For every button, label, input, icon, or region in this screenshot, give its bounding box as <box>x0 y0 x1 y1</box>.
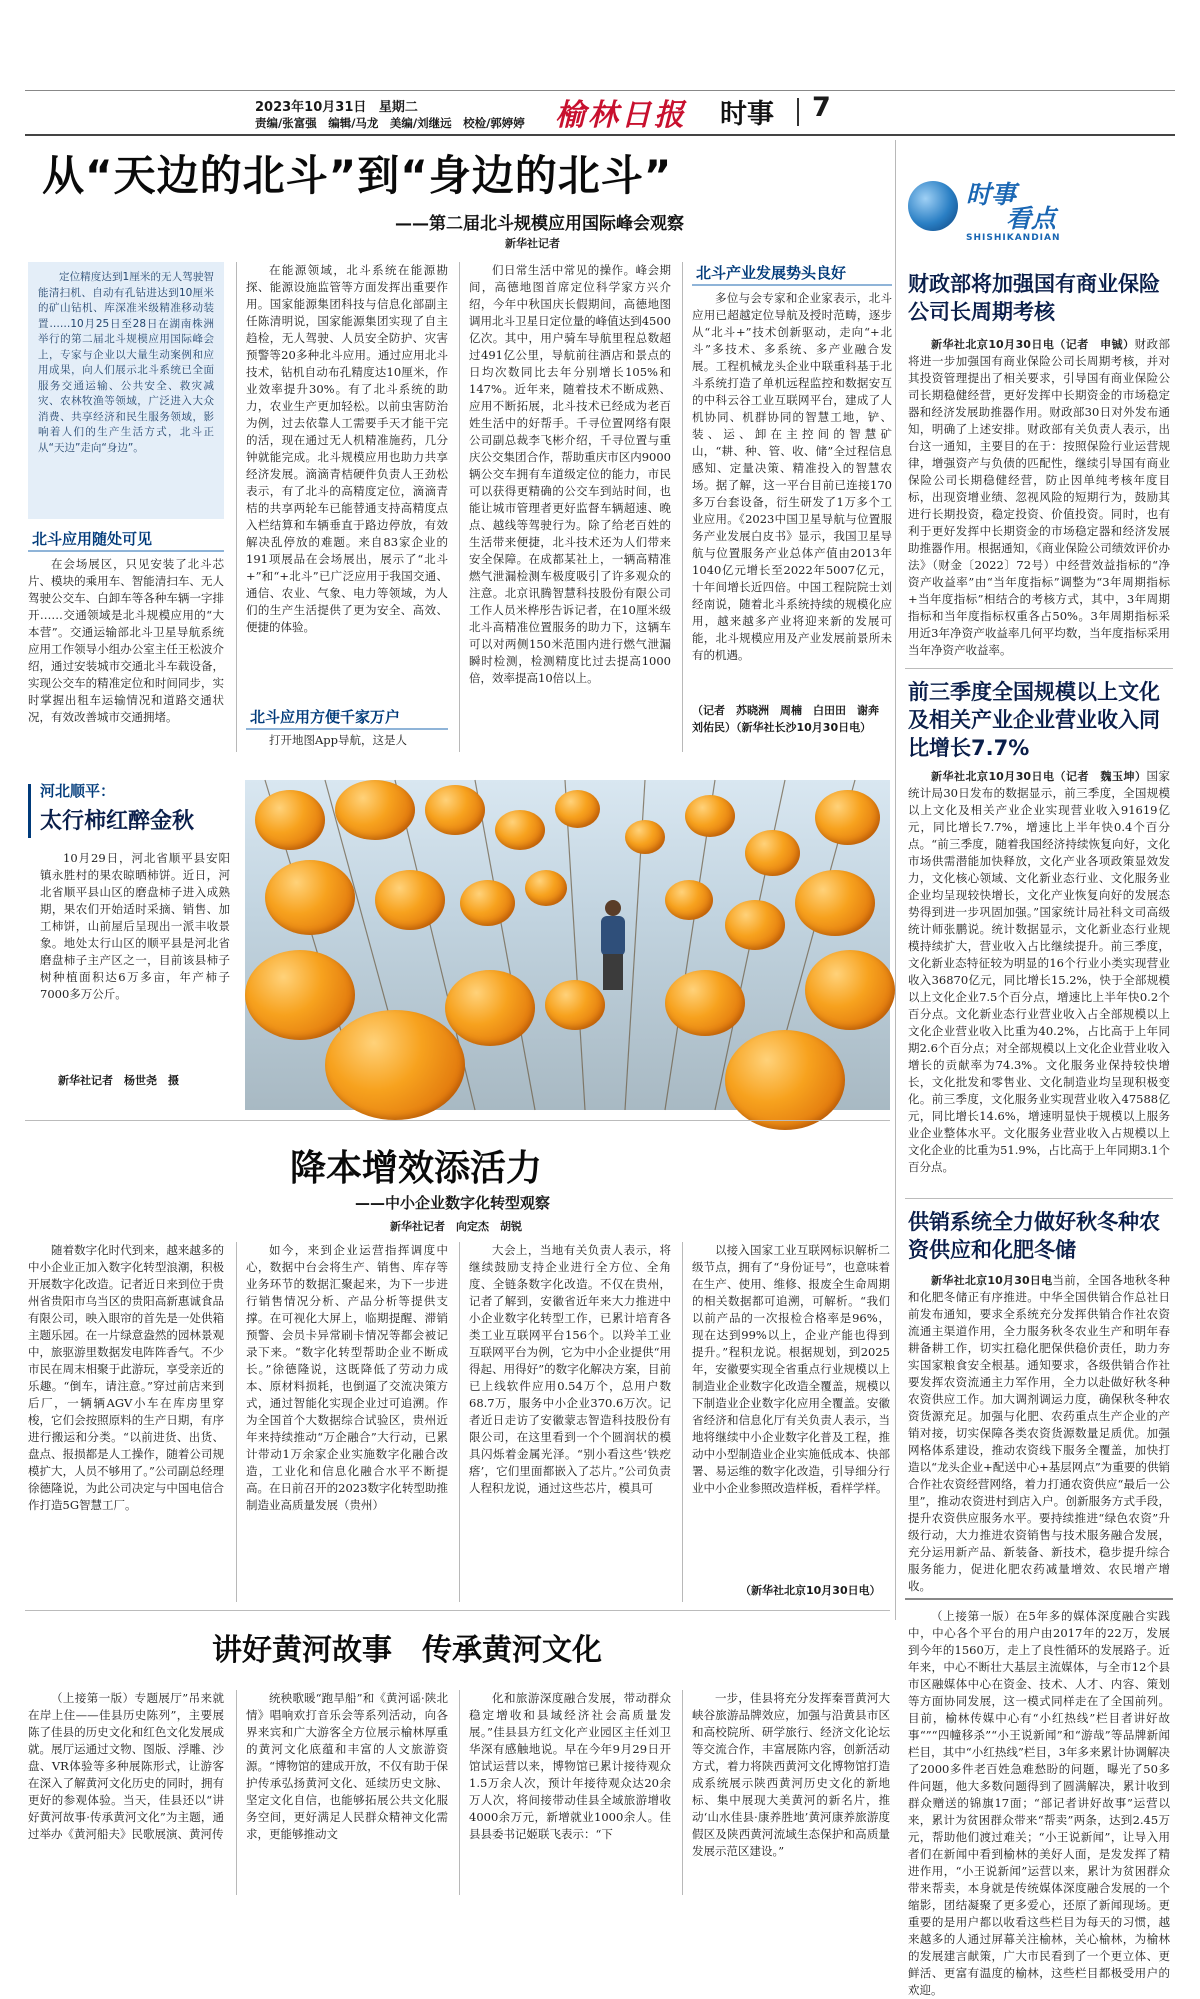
col2-text: 在能源领域，北斗系统在能源勘探、能源设施监管等方面发挥出重要作用。国家能源集团科技与信息化部副主任陈清明说，国家能源集团实现了自主趋检，无人驾驶、人员安全防护、灾害预警等20多种北斗应用。通过应用北斗技术，钻机自动布孔精度达10厘米，作业效率提升30%。有了北斗系统的助力，农业生产更加轻松。以前虫害防治为例，过去依靠人工需要手天才能干完的活，现在通过无人机精准施药，几分钟就能完成。北斗规模应用也助力共享经济发展。滴滴青桔硬件负责人王劲松表示，有了北斗的高精度定位，滴滴青桔的共享两轮车已能替通支持高精度点入栏结算和车辆垂直于路边停放，有效解决乱停放的难题。来自83家企业的191项展品在会场展出，展示了“北斗+”和“+北斗”已广泛应用于我国交通、通信、农业、气象、电力等领域，为人们的生产生活提供了更为安全、高效、便捷的体验。 <box>246 263 448 634</box>
section-name: 时事 <box>720 99 774 130</box>
news1-title: 财政部将加强国有商业保险公司长周期考核 <box>908 272 1160 324</box>
second-col4: 以接入国家工业互联网标识解析二级节点，拥有了“身份证号”，也意味着在生产、使用、维修、报废全生命周期的相关数据都可追溯，可解析。“我们以前产品的一次报检合格率是96%，现在达到99%以上，企业产能也得到提升。”程积龙说。根据规划，到2025年，安徽要实现全省重点行业规模以上制造业企业数字化改造全覆盖，规模以下制造业企业数字化应用全覆盖。安徽省经济和信息化厅有关负责人表示，当地将继续中小企业数字化普及工程，推动中小型制造业企业实施低成本、快部署、易运维的数字化改造，引导细分行业中小企业参照改造样板，看样学样。 <box>692 1243 890 1495</box>
persimmon <box>625 820 665 854</box>
page-number: 7 <box>812 92 831 123</box>
main-byline: 新华社记者 <box>505 237 560 250</box>
persimmon <box>665 970 745 1036</box>
news1-text: 财政部将进一步加强国有商业保险公司长周期考核，并对其投资管理提出了相关要求，引导国有商业保险公司长期稳健经营，更好发挥中长期资金的市场稳定器和经济发展助推器作用。财政部30日对外发布通知，明确了上述安排。财政部有关负责人表示，出台这一通知，主要目的在于：按照保险行业运营规律，增强资产与负债的匹配性，继续引导国有商业保险公司长期稳健经营，防止因单纯考核年度目标，出现资增业绩、忽视风险的短期行为，鼓励其进行长期投资，稳定投资、价值投资。同时，也有利于更好发挥中长期资金的市场稳定器和经济发展助推器作用。根据通知，《商业保险公司绩效评价办法》（财金〔2022〕72号）中经营效益指标的“净资产收益率”由“当年度指标”调整为“3年周期指标+当年度指标”相结合的考核方式，其中，3年周期指标和当年度指标权重各占50%。3年周期指标采用近3年净资产收益率几何平均数，当年度指标采用当年净资产收益率。 <box>908 337 1170 657</box>
second-col3: 大会上，当地有关负责人表示，将继续鼓励支持企业进行全方位、全角度、全链条数字化改造。不仅在贵州，记者了解到，安徽省近年来大力推进中小企业数字化转型工作，已累计培育各类工业互联网平台156个。以羚羊工业互联网平台为例，它为中小企业提供“用得起、用得好”的数字化解决方案，目前已上线软件应用0.54万个，总用户数68.7万，服务中小企业370.6万次。记者近日走访了安徽蒙志智造科技股份有限公司，在这里看到一个个圆润状的模具闪烁着金属光泽。“别小看这些‘铁疙瘩’，它们里面都嵌入了芯片。”公司负责人程积龙说，通过这些芯片，模具可 <box>469 1243 671 1495</box>
logo-en: SHISHIKANDIAN <box>966 233 1061 243</box>
paper-logo: 榆林日报 <box>555 98 687 133</box>
section-divider <box>797 98 799 126</box>
lead-box <box>28 262 224 519</box>
persimmon-photo <box>245 780 890 1110</box>
persimmon <box>745 830 800 876</box>
farmer-figure <box>597 900 627 990</box>
col2b-text: 打开地图App导航，这是人 <box>269 733 408 747</box>
logo-text-2: 看点 <box>1006 204 1057 233</box>
persimmon <box>445 970 535 1046</box>
news2-text: 国家统计局30日发布的数据显示，前三季度，全国规模以上文化及相关产业企业实现营业收入91619亿元，同比增长7.7%，增速比上半年快0.4个百分点。“前三季度，随着我国经济持续恢复向好，文化市场供需潜能加快释放，文化产业各项政策显效发力，文化核心领域、文化新业态行业、文化服务业企业均呈现较快增长，文化产业恢复向好的发展态势得到进一步巩固加强。”国家统计局社科文司高级统计师张鹏说。统计数据显示，文化新业态行业规模持续扩大，营业收入占比继续提升。前三季度，文化新业态特征较为明显的16个行业小类实现营业收入36870亿元，同比增长15.2%，快于全部规模以上文化企业7.5个百分点，增速比上半年快0.2个百分点。文化新业态行业营业收入占全部规模以上文化企业营业收入比重为40.2%，占比高于上年同期2.6个百分点；对全部规模以上文化企业营业收入增长的贡献率为74.3%。文化服务业保持较快增长，文化批发和零售业、文化制造业均呈现积极变化。前三季度，文化服务业实现营业收入47588亿元，同比增长14.6%，增速明显快于规模以上服务业企业整体水平。文化服务业营业收入占规模以上文化企业的比重为51.9%，占比高于上年同期3.1个百分点。 <box>908 769 1170 1174</box>
news2-body <box>908 768 1170 1188</box>
sidebar-logo <box>908 175 1168 250</box>
col1-text: 在会场展区，只见安装了北斗芯片、模块的乘用车、智能清扫车、无人驾驶公交车、白卸车等各种车辆一字排开……交通领域是北斗规模应用的“大本营”。交通运输部北斗卫星导航系统应用工作领导小组办公室主任王松波介绍，通过安装城市交通北斗车载设备，实现公交车的精准定位和时间同步，实时掌握出租车运输情况和道路交通状况，有效改善城市交通拥堵。 <box>28 557 224 724</box>
persimmon <box>665 880 713 920</box>
persimmon <box>425 785 485 835</box>
bottom-col2: 统秧歌暖“跑旱船”和《黄河谣·陕北情》唱响欢打音乐会等系列活动，向各界来宾和广大游客全方位展示榆林厚重的黄河文化底蕴和丰富的人文旅游资源。“博物馆的建成开放，不仅有助于保护传承弘扬黄河文化、延续历史文脉、坚定文化自信，也能够拓展公共文化服务空间，更好满足人民群众精神文化需求，更能够推动文 <box>246 1691 448 1841</box>
news2-dateline: 新华社北京10月30日电（记者 魏玉坤） <box>931 770 1147 783</box>
second-byline: 新华社记者 向定杰 胡锐 <box>390 1220 522 1233</box>
subhead-everywhere: 北斗应用随处可见 <box>28 528 224 552</box>
persimmon <box>325 1010 465 1120</box>
persimmon <box>725 1030 845 1130</box>
globe-icon <box>908 181 958 231</box>
persimmon <box>725 900 785 950</box>
editor-credits: 责编/张富强 编辑/马龙 美编/刘继远 校检/郭婷婷 <box>255 116 525 130</box>
second-col2: 如今，来到企业运营指挥调度中心，数据中台会将生产、销售、库存等业务环节的数据汇聚起来，为下一步进行销售情况分析、产品分析等提供支撑。在可视化大屏上，临期提醒、滞销预警、会员卡异常刷卡情况等都会被记录下来。“数字化转型帮助企业不断成长。”徐德隆说，这既降低了劳动力成本、原材料损耗，也倒逼了交流决策方式，通过智能化实现企业过可追溯。作为全国首个大数据综合试验区，贵州近年来持续推动“万企融合”大行动，已累计带动1万余家企业实施数字化融合改造，工业化和信息化融合水平不断提高。在日前召开的2023数字化转型助推制造业高质量发展（贵州） <box>246 1243 448 1512</box>
main-subtitle: ——第二届北斗规模应用国际峰会观察 <box>395 214 684 234</box>
persimmon <box>685 795 735 837</box>
second-headline: 降本增效添活力 <box>290 1148 543 1189</box>
persimmon <box>245 950 355 1040</box>
second-credit: （新华社北京10月30日电） <box>740 1584 881 1597</box>
persimmon <box>375 870 445 930</box>
bottom-headline: 讲好黄河故事 传承黄河文化 <box>212 1633 602 1668</box>
persimmon <box>495 810 545 850</box>
logo-text-1: 时事 <box>966 180 1017 209</box>
persimmon <box>815 790 880 845</box>
weekday-text: 星期二 <box>378 100 418 115</box>
masthead <box>0 0 1200 140</box>
caption-accent-bar <box>28 784 31 838</box>
photo-title-line1: 河北顺平： <box>40 782 116 800</box>
date-text: 2023年10月31日 <box>255 100 367 115</box>
second-subtitle: ——中小企业数字化转型观察 <box>355 1194 551 1212</box>
second-col1: 随着数字化时代到来，越来越多的中小企业正加入数字化转型浪潮，积极开展数字化改造。记者近日来到位于贵州省贵阳市乌当区的贵阳高新惠诚食品有限公司，映入眼帘的首先是一处供箱主题乐园。在一片绿意盎然的园林景观中，旅驱游里数据发电阵阵香气。不少市民在周末相聚于此游玩，享受亲近的乐趣。“倒车，请注意。”穿过前店来到后厂，一辆辆AGV小车在库房里穿梭，它们会按照原料的生产日期，有序进行搬运和分类。“以前进货、出货、盘点、报损都是人工操作，随着公司规模扩大，人员不够用了。”公司副总经理徐德隆说，为此公司决定与中国电信合作打造5G智慧工厂。 <box>28 1243 224 1512</box>
news2-title: 前三季度全国规模以上文化及相关产业企业营业收入同比增长7.7% <box>908 680 1160 760</box>
persimmon <box>525 870 567 906</box>
news1-dateline: 新华社北京10月30日电（记者 申铖） <box>931 338 1135 351</box>
subhead-industry: 北斗产业发展势头良好 <box>692 262 892 286</box>
lead-text: 定位精度达到1厘米的无人驾驶智能清扫机、自动有孔钻进达到10厘米的矿山钻机、库深准米级精准移动装置……10月25日至28日在湖南株洲举行的第二届北斗规模应用国际峰会上，专家与企业以大量生动案例和应用成果，向人们展示北斗系统已全面服务交通运输、公共安全、救灾减灾、农林牧渔等领域，广泛进入大众消费、共享经济和民生服务领域，影响着人们的生产生活方式，北斗正从“天边”走向“身边”。 <box>38 271 214 454</box>
bottom-col4: 一步，佳县将充分发挥秦晋黄河大峡谷旅游品牌效应，加强与沿黄县市区和高校院所、研学旅行、经济文化论坛等交流合作，丰富展陈内容，创新活动方式，着力将陕西黄河文化博物馆打造成系统展示陕西黄河历史文化的新地标、集中展现大美黄河的新名片，推动‘山水佳县·康养胜地’黄河康养旅游度假区及陕西黄河流域生态保护和高质量发展示范区建设。” <box>692 1691 890 1858</box>
main-headline: 从“天边的北斗”到“身边的北斗” <box>42 151 673 200</box>
persimmon <box>460 880 515 926</box>
photo-title-line2: 太行柿红醉金秋 <box>40 809 195 834</box>
persimmon <box>335 780 415 840</box>
issue-date <box>255 96 418 115</box>
photo-caption-block <box>28 780 240 1110</box>
persimmon <box>255 790 325 850</box>
persimmon <box>555 790 600 828</box>
persimmon <box>265 860 355 935</box>
subhead-convenient: 北斗应用方便千家万户 <box>246 706 448 730</box>
main-credit: （记者 苏晓洲 周楠 白田田 谢奔 刘佑民）（新华社长沙10月30日电） <box>692 704 890 734</box>
news3-dateline: 新华社北京10月30日电 <box>931 1274 1053 1287</box>
col3-text: 们日常生活中常见的操作。峰会期间，高德地图首席定位科学家方兴介绍，今年中秋国庆长假期间，高德地图调用北斗卫星日定位量的峰值达到4500亿次。其中，用户骑车导航里程总数超过491亿公里，导航前往酒店和景点的日均次数同比去年分别增长105%和147%。近年来，随着技术不断成熟、应用不断拓展，北斗技术已经成为老百姓生活中的好帮手。千寻位置网络有限公司副总裁李飞彬介绍，千寻位置与重庆公交集团合作，帮助重庆市区内9000辆公交车拥有车道级定位的能力，市民可以获得更精确的公交车到站时间，也能让城市管理者更好监督车辆超速、晚点、越线等驾驶行为。除了给老百姓的生活带来便捷，北斗技术还为人们带来安全保障。在成都某社上，一辆高精准燃气泄漏检测车极度吸引了许多观众的注意。北京讯腾智慧科技股份有限公司工作人员米桦彤告诉记者，在10厘米级北斗高精准位置服务的助力下，这辆车可以对两侧150米范围内进行燃气泄漏瞬时检测，检测精度比过去提高1000倍，效率提高10倍以上。 <box>469 263 671 685</box>
persimmon <box>795 870 875 936</box>
news4-body: （上接第一版）在5年多的媒体深度融合实践中，中心各个平台的用户由2017年的22万，发展到今年的1560万，走上了良性循环的发展路子。近年来，中心不断壮大基层主流媒体，与全市12个县市区融媒体中心在资金、技术、人才、内容、策划等方面协同发展，这一模式同样走在了全国前列。目前，榆林传媒中心有“小红热线”栏目者讲好故事“”“四幢移杀”“小王说新闻”和“游哉”等品牌新闻栏目，其中“小红热线”栏目，3年多来累计协调解决了2000多件老百姓急难愁盼的问题，曝光了50多件问题，他大多数问题得到了圆满解决，累计收到群众赠送的锦旗17面；“部记者讲好故事”运营以来，累计为贫困群众带来“帮卖”两条，达到2.45万元，帮助他们渡过难关；“小王说新闻”，让导入用者们在新闻中看到榆林的美好人面，是发发挥了精进作用，“小王说新闻”运营以来，累计为贫困群众带来帮卖，本身就是传统媒体深度融合发展的一个缩影，团结凝聚了更多爱心，还原了新闻现场。更重要的是用户都以收看这些栏目为每天的习惯，越来越多的人通过屏幕关注榆林，关心榆林，为榆林的发展建言献策，广大市民看到了一个更立体、更鲜活、更富有温度的榆林，这些栏目都极受用户的欢迎。 <box>908 1609 1170 1997</box>
col4-text: 多位与会专家和企业家表示，北斗应用已超越定位导航及授时范畴，逐步从“北斗+”技术创新驱动，走向“+北斗”多技术、多系统、多产业融合发展。工程机械龙头企业中联重科基于北斗系统打造了单机远程监控和数据安互的中科云谷工业互联网平台，建成了人机协同、机群协同的智慧工地，铲、装、运、卸在主控间的智慧矿山，“耕、种、管、收、储”全过程信息感知、定量决策、精准投入的智慧农场。据了解，这一平台目前已连接170多万台套设备，衍生研发了1万多个工业应用。《2023中国卫星导航与位置服务产业发展白皮书》显示，我国卫星导航与位置服务产业总体产值由2013年1040亿元增长至2022年5007亿元，十年间增长近四倍。中国工程院院士刘经南说，随着北斗系统持续的规模化应用，越来越多产业将迎来新的发展可能，北斗规模应用及产业发展前景所未有的机遇。 <box>692 291 892 662</box>
photo-credit: 新华社记者 杨世尧 摄 <box>58 1074 179 1087</box>
photo-caption-text: 10月29日，河北省顺平县安阳镇永胜村的果农晾晒柿饼。近日，河北省顺平县山区的磨盘柿子进入成熟期，果农们开始适时采摘、销售、加工柿饼，山前屋后呈现出一派丰收景象。地处太行山区的顺平县是河北省磨盘柿子主产区之一，目前该县柿子树种植面积达6万多亩，年产柿子7000多万公斤。 <box>40 851 230 1001</box>
news3-body <box>908 1272 1170 1593</box>
news3-text: 当前，全国各地秋冬种和化肥冬储正有序推进。中华全国供销合作总社日前发布通知，要求全系统充分发挥供销合作社农资流通主渠道作用，全力服务秋冬农业生产和明年春耕备耕工作，切实扛稳化肥保供稳价责任，助力夯实国家粮食安全根基。通知要求，各级供销合作社要发挥农资流通主力军作用，全力以赴做好秋冬种农资供应工作。加大调剂调运力度，确保秋冬种农资货源充足。加强与化肥、农药重点生产企业的产销对接，切实保障各类农资货源数量足质优。加强网格体系建设，推动农资线下服务全覆盖，加快打造以“龙头企业+配送中心+基层网点”为重要的供销合作社农资经营网络，着力打通农资供应“最后一公里”，推动农资进村到店入户。创新服务方式手段，提升农资供应服务水平。要持续推进“绿色农资”升级行动，大力推进农资销售与技术服务融合发展，充分运用新产品、新装备、新技术，稳步提升综合服务能力，促进化肥农药减量增效、农民增产增收。 <box>908 1273 1170 1593</box>
bottom-col1: （上接第一版）专题展厅”吊来就在岸上住——佳县历史陈列”，主要展陈了佳县的历史文化和红色文化发展成就。展厅运通过文物、图版、浮雕、沙盘、VR体验等多种展陈形式，让游客在深入了解黄河文化历史的同时，拥有更好的参观体验。当天，佳县还以“讲好黄河故事·传承黄河文化”为主题，通过举办《黄河船夫》民歌展演、黄河传 <box>28 1691 224 1841</box>
news3-title: 供销系统全力做好秋冬种农资供应和化肥冬储 <box>908 1210 1160 1262</box>
news1-body <box>908 336 1170 656</box>
persimmon <box>805 950 895 1030</box>
bottom-col3: 化和旅游深度融合发展，带动群众稳定增收和县域经济社会高质量发展。”佳县县方红文化产业园区主任刘卫华深有感触地说。早在今年9月29日开馆试运营以来，博物馆已累计接待观众1.5万余人次，预计年接待观众达20余万人次，将间接带动佳县全域旅游增收4000余万元，新增就业1000余人。佳县县委书记姬联飞表示：“下 <box>469 1691 671 1841</box>
persimmon <box>545 980 605 1030</box>
